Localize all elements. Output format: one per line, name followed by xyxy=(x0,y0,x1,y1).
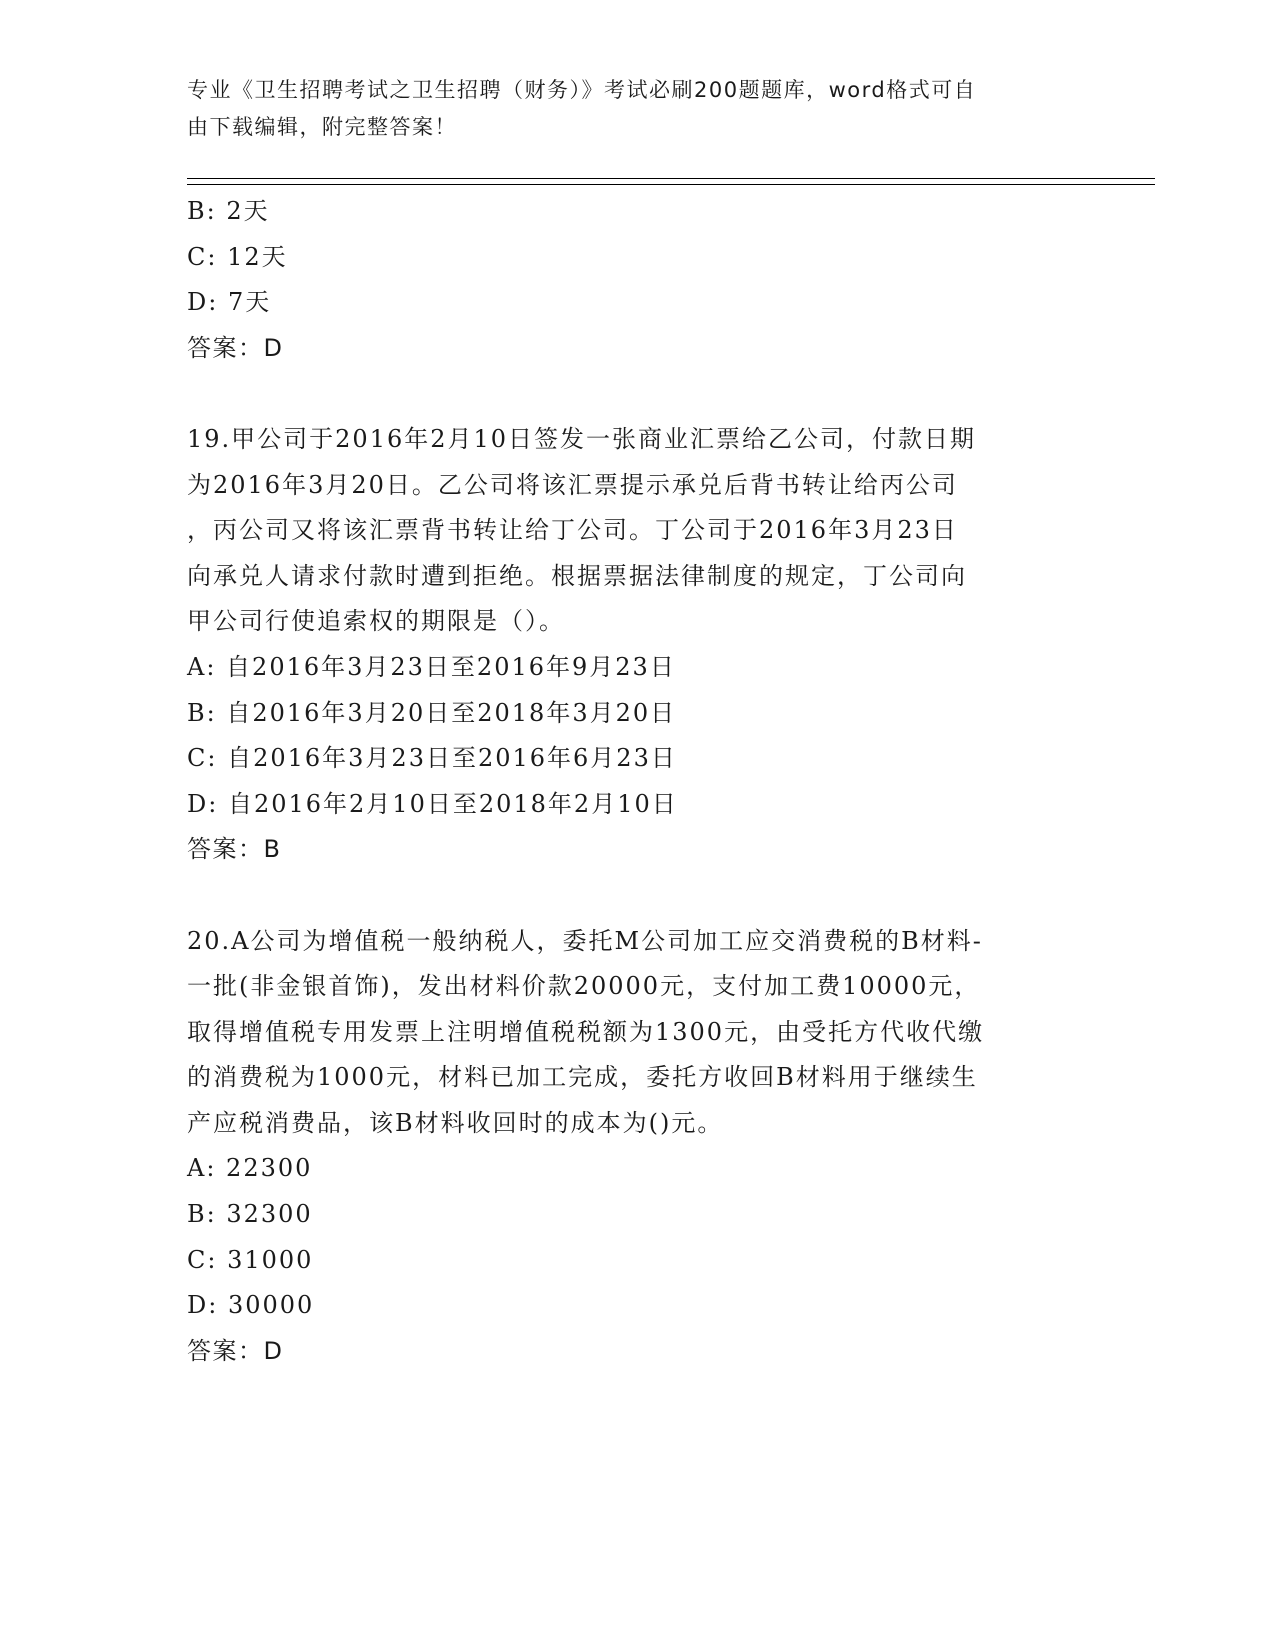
answer-line: 答案：D xyxy=(187,333,284,362)
document-header xyxy=(187,72,1067,146)
option-b: B: 自2016年3月20日至2018年3月20日 xyxy=(187,698,677,727)
option-b: B: 2天 xyxy=(187,197,270,225)
question-text-line: 的消费税为1000元，材料已加工完成，委托方收回B材料用于继续生 xyxy=(187,1063,978,1092)
option-b: B: 32300 xyxy=(187,1200,313,1229)
answer-line: 答案：B xyxy=(187,835,282,864)
spacer xyxy=(187,371,1087,417)
question-text-line: 向承兑人请求付款时遭到拒绝。根据票据法律制度的规定，丁公司向 xyxy=(187,561,967,590)
option-a: A: 自2016年3月23日至2016年9月23日 xyxy=(187,652,676,681)
question-20 xyxy=(187,919,1087,1375)
header-rule-top xyxy=(187,178,1155,179)
question-text-line: 为2016年3月20日。乙公司将该汇票提示承兑后背书转让给丙公司 xyxy=(187,470,958,499)
question-text-line: 取得增值税专用发票上注明增值税税额为1300元，由受托方代收代缴 xyxy=(187,1017,985,1046)
question-text-line: ，丙公司又将该汇票背书转让给丁公司。丁公司于2016年3月23日 xyxy=(187,516,958,545)
header-line-1: 专业《卫生招聘考试之卫生招聘（财务）》考试必刷200题题库，word格式可自 xyxy=(187,78,977,102)
question-text-line: 19.甲公司于2016年2月10日签发一张商业汇票给乙公司，付款日期 xyxy=(187,424,977,453)
header-rule-bottom xyxy=(187,184,1155,185)
spacer xyxy=(187,873,1087,919)
option-a: A: 22300 xyxy=(187,1154,313,1183)
document-body xyxy=(187,189,1087,1374)
option-c: C: 12天 xyxy=(187,242,288,271)
header-line-2: 由下载编辑，附完整答案！ xyxy=(187,115,457,139)
option-d: D: 7天 xyxy=(187,288,272,317)
option-d: D: 30000 xyxy=(187,1291,315,1320)
answer-line: 答案：D xyxy=(187,1336,284,1365)
question-18-tail xyxy=(187,189,1087,371)
question-text-line: 20.A公司为增值税一般纳税人，委托M公司加工应交消费税的B材料- xyxy=(187,926,983,955)
question-text-line: 一批(非金银首饰)，发出材料价款20000元，支付加工费10000元， xyxy=(187,972,981,1001)
question-text-line: 甲公司行使追索权的期限是（）。 xyxy=(187,607,565,636)
question-19 xyxy=(187,417,1087,873)
option-c: C: 自2016年3月23日至2016年6月23日 xyxy=(187,744,677,773)
option-d: D: 自2016年2月10日至2018年2月10日 xyxy=(187,789,678,818)
question-text-line: 产应税消费品，该B材料收回时的成本为()元。 xyxy=(187,1108,724,1137)
option-c: C: 31000 xyxy=(187,1245,314,1274)
